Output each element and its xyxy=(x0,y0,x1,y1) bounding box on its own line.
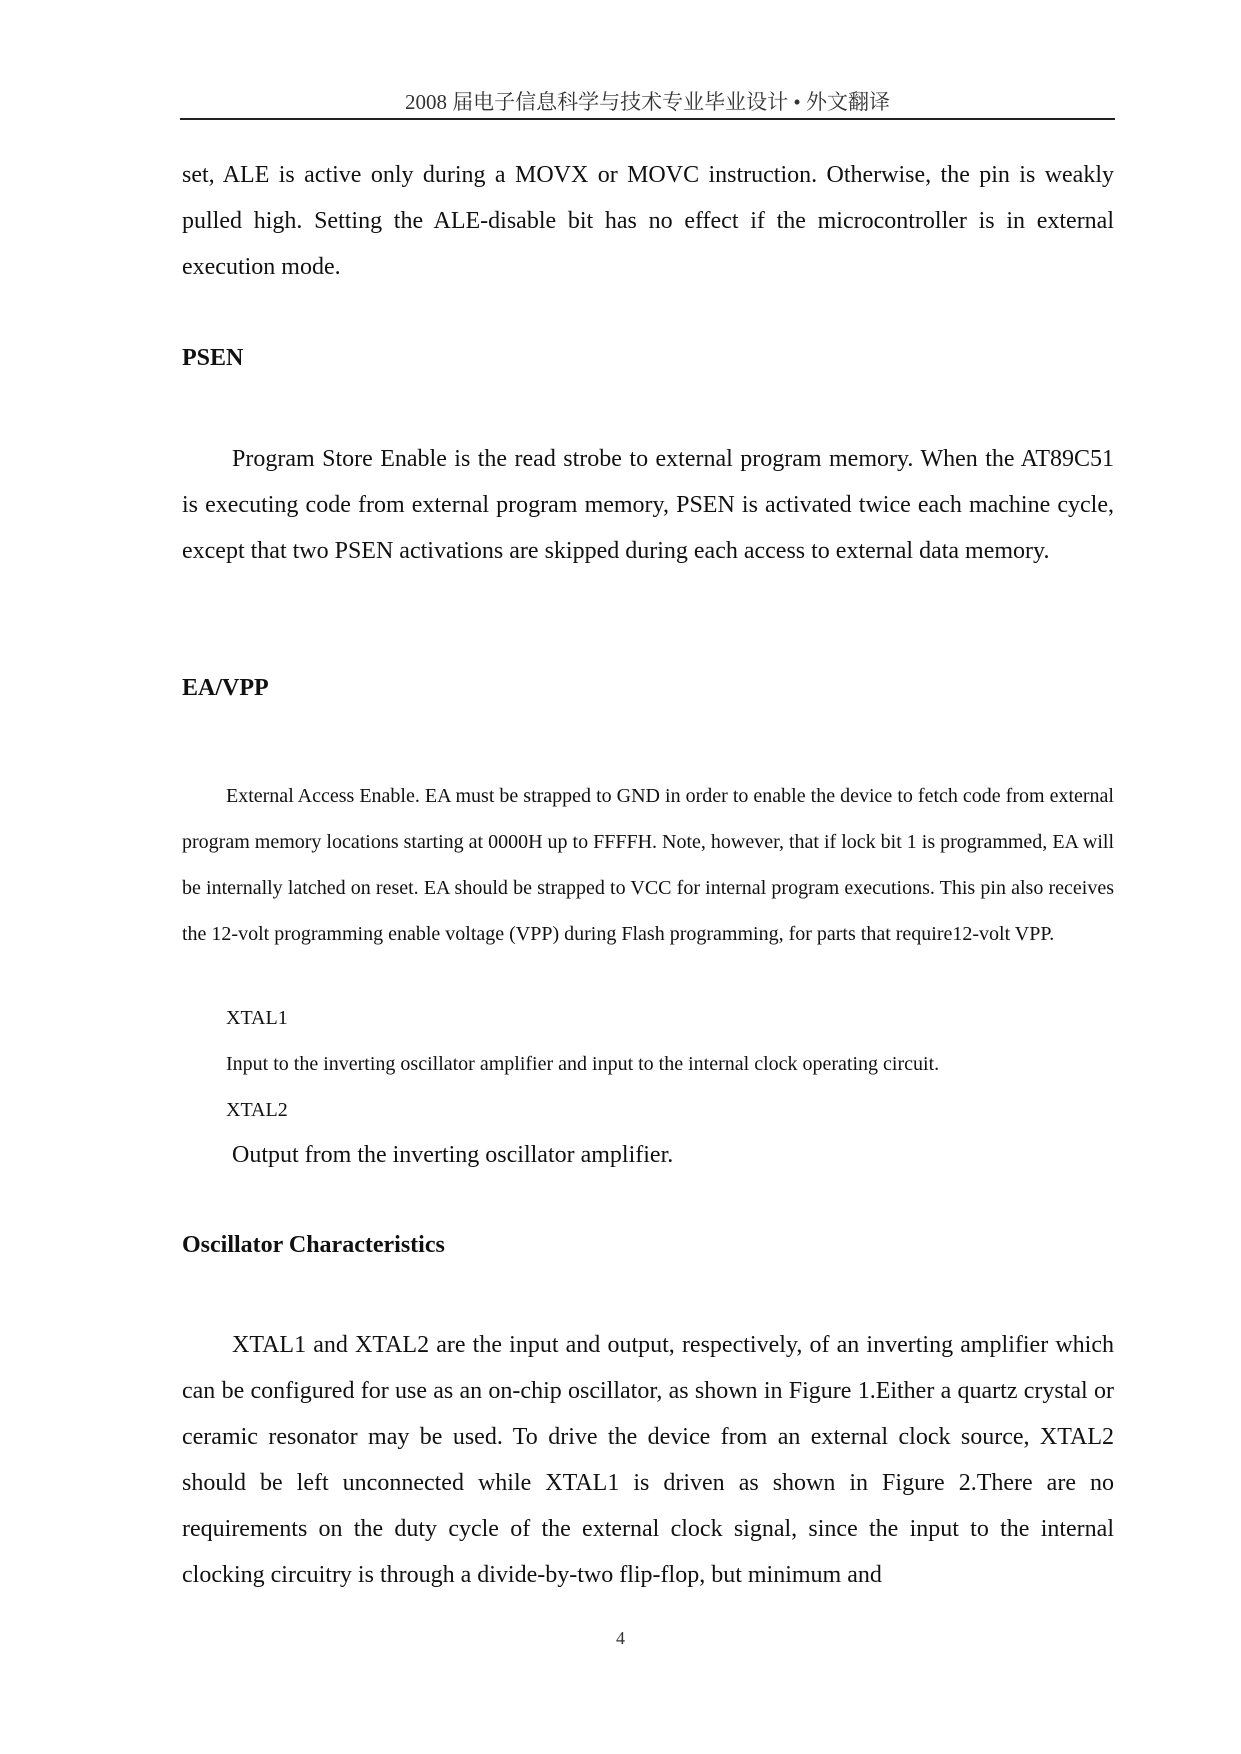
xtal1-label: XTAL1 xyxy=(226,1007,288,1029)
xtal1-label-row xyxy=(182,1003,1114,1033)
page-header-title: 2008 届电子信息科学与技术专业毕业设计 • 外文翻译 xyxy=(404,90,891,114)
psen-heading: PSEN xyxy=(182,345,244,371)
psen-section xyxy=(182,343,1114,373)
xtal1-description-row xyxy=(182,1049,1114,1079)
ea-vpp-heading: EA/VPP xyxy=(182,675,269,701)
oscillator-section xyxy=(182,1230,1114,1260)
xtal2-label: XTAL2 xyxy=(226,1099,288,1121)
intro-paragraph: set, ALE is active only during a MOVX or MOVC instruction. Otherwise, the pin is weakly pulled high. Setting the ALE-disable bit has no effect if the microcontroller is in external execution mode. xyxy=(182,162,1114,280)
ea-vpp-section xyxy=(182,673,1114,703)
oscillator-paragraph: XTAL1 and XTAL2 are the input and output, respectively, of an inverting amplifier which can be configured for use as an on-chip oscillator, as shown in Figure 1.Either a quartz crystal or ceramic resonator may be used. To drive the device from an external clock source, XTAL2 should be left unconnected while XTAL1 is driven as shown in Figure 2.There are no requirements on the duty cycle of the external clock signal, since the input to the internal clocking circuitry is through a divide-by-two flip-flop, but minimum and xyxy=(182,1332,1114,1588)
ea-vpp-body xyxy=(182,773,1114,957)
oscillator-heading: Oscillator Characteristics xyxy=(182,1232,445,1258)
ea-vpp-paragraph: External Access Enable. EA must be strapped to GND in order to enable the device to fetch code from external program memory locations starting at 0000H up to FFFFH. Note, however, that if lock bit 1 is programmed, EA will be internally latched on reset. EA should be strapped to VCC for internal program executions. This pin also receives the 12-volt programming enable voltage (VPP) during Flash programming, for parts that require12-volt VPP. xyxy=(182,785,1114,945)
oscillator-body xyxy=(182,1322,1114,1598)
page-number: 4 xyxy=(616,1628,625,1648)
header-divider xyxy=(180,118,1115,120)
xtal1-description: Input to the inverting oscillator amplifier and input to the internal clock operating circuit. xyxy=(226,1053,940,1075)
intro-section xyxy=(182,152,1114,290)
xtal2-description: Output from the inverting oscillator amplifier. xyxy=(232,1142,674,1168)
xtal2-description-row xyxy=(182,1140,1114,1170)
psen-body xyxy=(182,436,1114,574)
psen-paragraph: Program Store Enable is the read strobe to external program memory. When the AT89C51 is executing code from external program memory, PSEN is activated twice each machine cycle, except that two PSEN activations are skipped during each access to external data memory. xyxy=(182,446,1114,564)
xtal2-label-row xyxy=(182,1095,1114,1125)
